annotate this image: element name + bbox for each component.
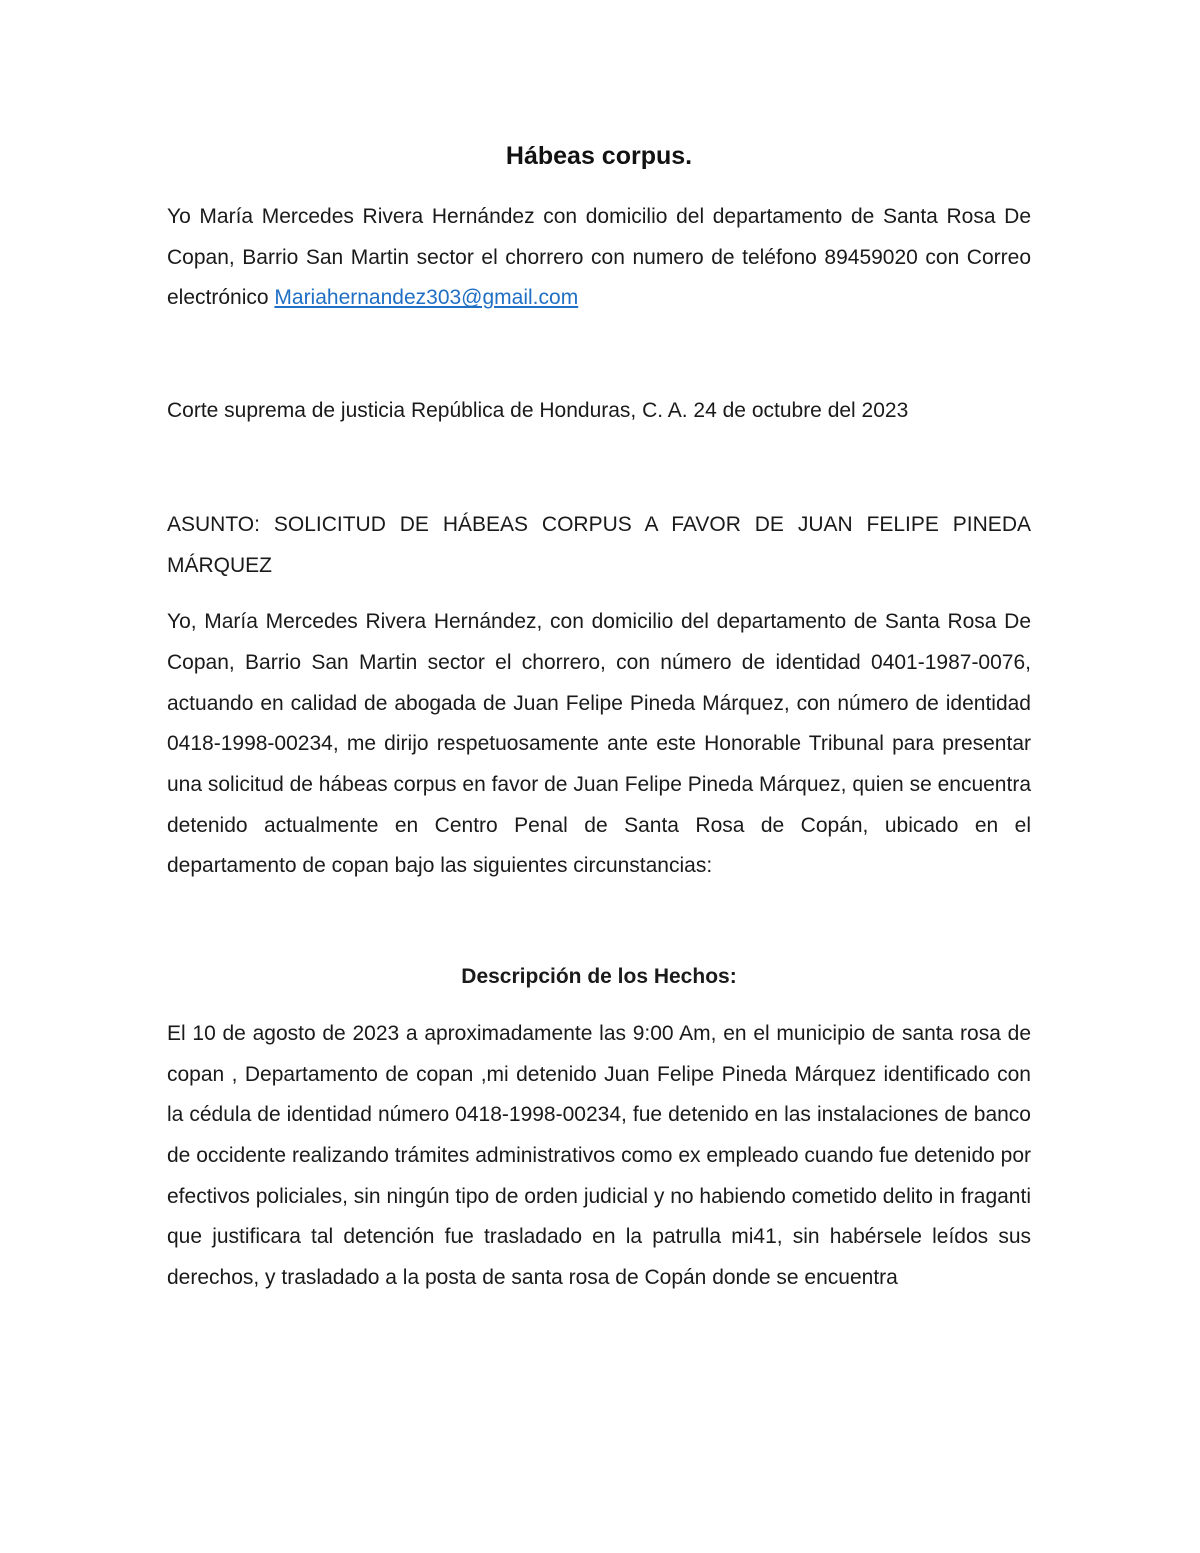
document-page <box>167 138 1031 1299</box>
document-title: Hábeas corpus. <box>505 142 693 170</box>
body-paragraph: Yo, María Mercedes Rivera Hernández, con domicilio del departamento de Santa Rosa De Copan, Barrio San Martin sector el chorrero, con número de identidad 0401-1987-0076, actuando en calidad de abogada de Juan Felipe Pineda Márquez, con número de identidad 0418-1998-00234, me dirijo respetuosamente ante este Honorable Tribunal para presentar una solicitud de hábeas corpus en favor de Juan Felipe Pineda Márquez, quien se encuentra detenido actualmente en Centro Penal de Santa Rosa de Copán, ubicado en el departamento de copan bajo las siguientes circunstancias: <box>167 610 1031 878</box>
subject-line: ASUNTO: SOLICITUD DE HÁBEAS CORPUS A FAVOR DE JUAN FELIPE PINEDA MÁRQUEZ <box>167 512 1031 577</box>
court-line: Corte suprema de justicia República de Honduras, C. A. 24 de octubre del 2023 <box>167 399 909 423</box>
intro-text: Yo María Mercedes Rivera Hernández con domicilio del departamento de Santa Rosa De Copan, Barrio San Martin sector el chorrero con numero de teléfono 89459020 con Correo electrónico <box>167 205 1031 310</box>
intro-paragraph <box>167 197 1031 319</box>
email-link[interactable]: Mariahernandez303@gmail.com <box>274 286 579 310</box>
facts-heading: Descripción de los Hechos: <box>461 965 737 989</box>
facts-paragraph: El 10 de agosto de 2023 a aproximadamente las 9:00 Am, en el municipio de santa rosa de copan , Departamento de copan ,mi detenido Juan Felipe Pineda Márquez identificado con la cédula de identidad número 0418-1998-00234, fue detenido en las instalaciones de banco de occidente realizando trámites administrativos como ex empleado cuando fue detenido por efectivos policiales, sin ningún tipo de orden judicial y no habiendo cometido delito in fraganti que justificara tal detención fue trasladado en la patrulla mi41, sin habérsele leídos sus derechos, y trasladado a la posta de santa rosa de Copán donde se encuentra <box>167 1021 1031 1290</box>
